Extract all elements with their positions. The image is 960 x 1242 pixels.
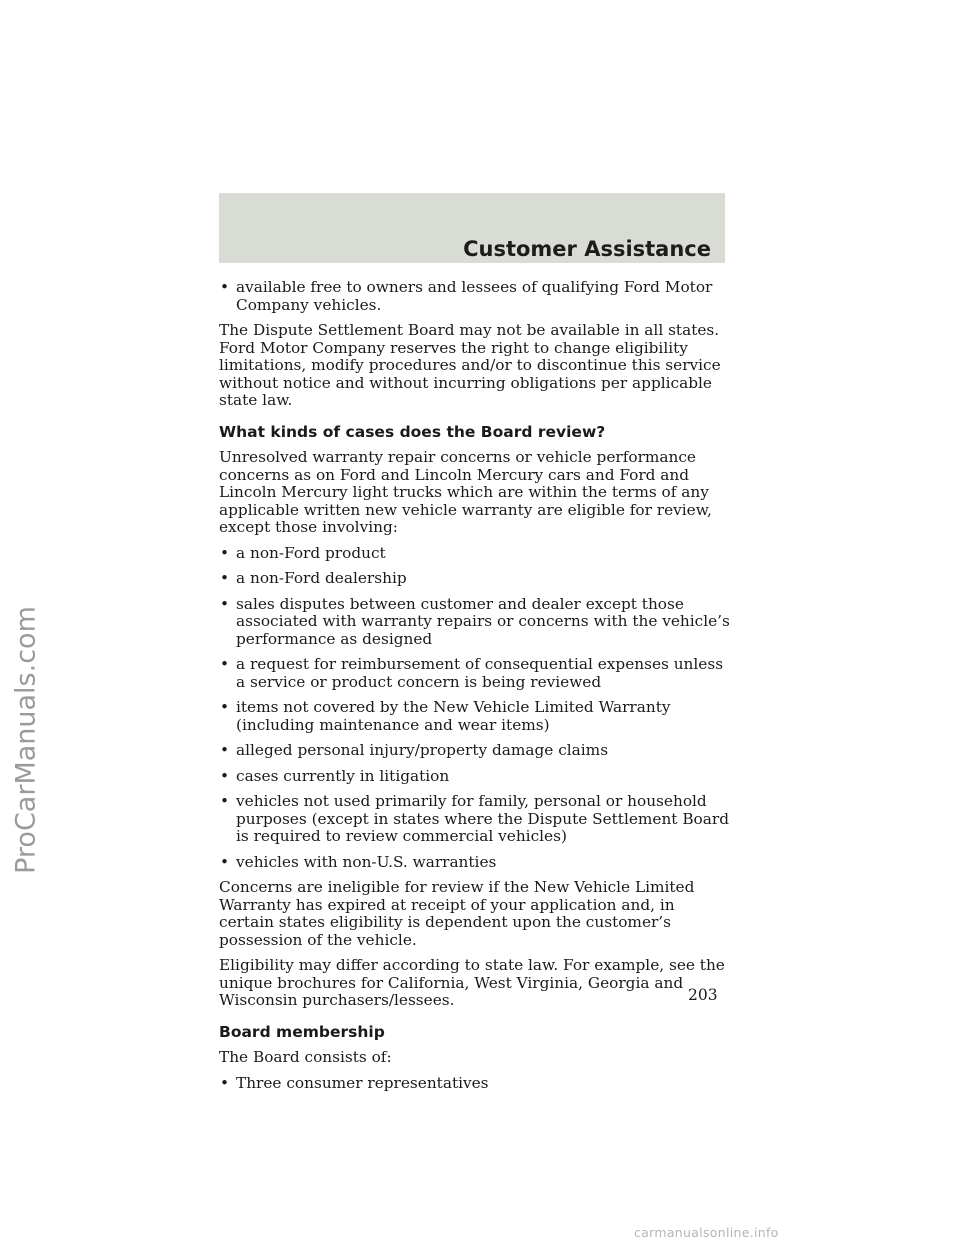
section-heading: Board membership <box>219 1022 385 1041</box>
list-item <box>219 545 731 563</box>
bullet-icon: • <box>220 698 230 716</box>
list-item-text: vehicles with non-U.S. warranties <box>236 852 497 871</box>
paragraph: The Board consists of: <box>219 1048 392 1066</box>
side-watermark: ProCarManuals.com <box>10 606 42 874</box>
bullet-icon: • <box>220 569 230 587</box>
list-item <box>219 1075 731 1093</box>
bullet-text: available free to owners and lessees of qualifying Ford Motor Company vehicles. <box>236 278 713 314</box>
bullet-icon: • <box>220 766 230 785</box>
bullet-icon: • <box>220 543 230 562</box>
list-item-text: items not covered by the New Vehicle Limited Warranty (including maintenance and wear items) <box>236 698 671 734</box>
list-item-text: Three consumer representatives <box>236 1073 489 1092</box>
bullet-icon: • <box>220 594 230 613</box>
list-item-text: a non-Ford dealership <box>236 569 407 587</box>
bullet-icon: • <box>220 278 230 296</box>
bullet-item <box>219 279 731 314</box>
bullet-icon: • <box>220 792 230 810</box>
list-item-text: sales disputes between customer and dealer except those associated with warranty repairs or concerns with the vehicle’s performance as designed <box>236 594 730 648</box>
list-item <box>219 742 731 760</box>
bullet-icon: • <box>220 655 230 673</box>
exclusions-list <box>219 545 731 872</box>
paragraph: Unresolved warranty repair concerns or vehicle performance concerns as on Ford and Lincoln Mercury cars and Ford and Lincoln Mercury light trucks which are within the terms of any applicable written new vehicle warranty are eligible for review, except those involving: <box>219 448 712 536</box>
list-item <box>219 570 731 588</box>
page-number: 203 <box>688 986 718 1004</box>
list-item-text: alleged personal injury/property damage claims <box>236 741 609 759</box>
list-item-text: a non-Ford product <box>236 543 386 562</box>
list-item <box>219 854 731 872</box>
list-item-text: a request for reimbursement of consequential expenses unless a service or product concern is being reviewed <box>236 655 724 691</box>
section-title: Customer Assistance <box>463 237 711 261</box>
footer-watermark: carmanualsonline.info <box>634 1225 779 1240</box>
list-item <box>219 768 731 786</box>
list-item-text: vehicles not used primarily for family, personal or household purposes (except in states where the Dispute Settlement Board is required to review commercial vehicles) <box>236 792 729 845</box>
list-item <box>219 596 731 649</box>
paragraph: Concerns are ineligible for review if the New Vehicle Limited Warranty has expired at receipt of your application and, in certain states eligibility is dependent upon the customer’s possession of the vehicle. <box>219 878 695 949</box>
paragraph: Eligibility may differ according to state law. For example, see the unique brochures for California, West Virginia, Georgia and Wisconsin purchasers/lessees. <box>219 956 725 1009</box>
list-item <box>219 699 731 734</box>
list-item <box>219 793 731 846</box>
bullet-icon: • <box>220 852 230 871</box>
section-header-band <box>219 193 725 263</box>
section-heading: What kinds of cases does the Board review? <box>219 422 606 441</box>
bullet-icon: • <box>220 1073 230 1092</box>
page-content <box>219 279 731 1100</box>
paragraph: The Dispute Settlement Board may not be available in all states. Ford Motor Company reserves the right to change eligibility limitations, modify procedures and/or to discontinue this service without notice and without incurring obligations per applicable state law. <box>219 321 721 409</box>
list-item-text: cases currently in litigation <box>236 766 450 785</box>
bullet-icon: • <box>220 741 230 759</box>
list-item <box>219 656 731 691</box>
